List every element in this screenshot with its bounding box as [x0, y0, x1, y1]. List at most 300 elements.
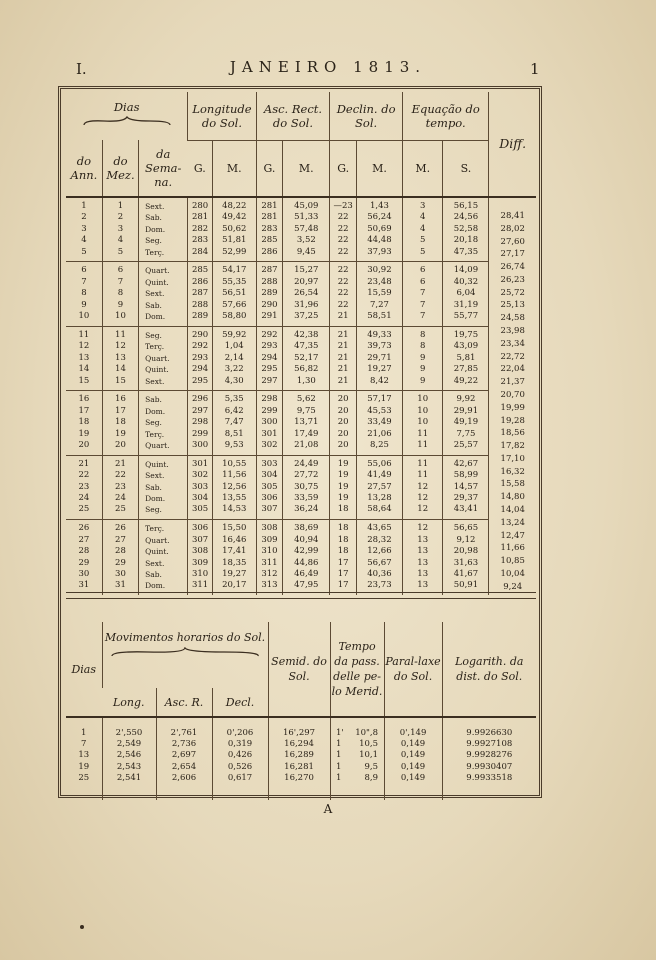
eq-m-value: 5 [419, 235, 426, 246]
long-g-value: 309 [191, 557, 209, 568]
asc-m-value: 40,94 [294, 534, 319, 545]
weekday-value: Quint. [145, 459, 169, 469]
paral-value: 0',149 [399, 728, 427, 738]
decl-g-cell [330, 455, 357, 519]
do-mez-value: 21 [115, 458, 126, 469]
asc-m-value: 57,48 [294, 223, 319, 234]
decl-g-cell [330, 520, 357, 596]
asc-m-value: 24,49 [294, 458, 319, 469]
decl-value: 0,319 [227, 739, 253, 750]
eq-s-value: 49,22 [453, 375, 479, 386]
ephemeris-body [66, 197, 536, 595]
decl-g-value: 22 [337, 235, 349, 246]
unit-decl-m: M. [356, 140, 402, 197]
do-ann-cell [66, 455, 102, 519]
long-m-value: 11,56 [222, 470, 247, 481]
weekday-cell [139, 326, 188, 390]
eq-m-value: 7 [419, 311, 426, 322]
decl-g-value: 21 [337, 341, 349, 352]
diff-value: 19,99 [500, 402, 525, 413]
decl-g-value: 19 [337, 470, 349, 481]
decl-g-value: 20 [337, 428, 349, 439]
long-g-value: 281 [191, 212, 209, 223]
longitude-head: Longitude do Sol. [188, 92, 256, 140]
diff-head: Diff. [489, 92, 536, 197]
long-m-cell [212, 455, 256, 519]
diff-value: 9,24 [503, 581, 523, 592]
decl-m-cell [356, 455, 402, 519]
long-m-cell [212, 262, 256, 326]
eq-s-value: 31,19 [453, 299, 479, 310]
eq-s-value: 20,18 [453, 235, 479, 246]
do-ann-value: 27 [78, 534, 90, 545]
do-mez-cell [102, 262, 138, 326]
eq-m-value: 9 [419, 375, 426, 386]
day-group [66, 197, 536, 262]
eq-s-value: 52,58 [453, 223, 479, 234]
eq-m-value: 13 [417, 534, 429, 545]
eq-m-cell [402, 197, 443, 262]
asc-m-value: 56,82 [294, 364, 319, 375]
eq-s-cell [443, 197, 489, 262]
do-ann-value: 3 [81, 223, 87, 234]
decl-m-value: 49,33 [367, 329, 392, 340]
do-ann-value: 15 [78, 375, 90, 386]
decl-m-value: 45,53 [367, 405, 392, 416]
asc-m-value: 47,95 [294, 580, 319, 591]
asc-m-value: 42,99 [294, 546, 319, 557]
do-ann-value: 26 [78, 523, 90, 534]
dias-head [66, 92, 188, 140]
logarith-head: Logarith. da dist. do Sol. [442, 622, 536, 717]
asc-g-value: 311 [261, 557, 278, 568]
do-mez-cell [102, 455, 138, 519]
diff-value: 22,72 [500, 351, 525, 362]
weekday-value: Seg. [145, 505, 162, 515]
do-ann-value: 1 [81, 201, 87, 211]
decl-g-value: 22 [337, 246, 349, 257]
decl-g-value: 21 [337, 375, 349, 386]
do-ann-value: 28 [78, 546, 90, 557]
long-m-value: 54,17 [222, 265, 247, 276]
asc-m-value: 20,97 [294, 276, 319, 287]
eq-m-value: 9 [419, 364, 426, 375]
eq-s-value: 20,98 [453, 546, 479, 557]
diff-value: 22,04 [500, 364, 525, 375]
weekday-value: Seg. [145, 418, 162, 428]
do-mez-head: do Mez. [102, 140, 138, 197]
eq-s-value: 7,75 [456, 428, 476, 439]
long-g-value: 308 [191, 546, 209, 557]
eq-m-value: 9 [419, 352, 426, 363]
do-mez-cell [102, 520, 138, 596]
weekday-value: Dom. [145, 406, 166, 416]
decl-m-value: 44,48 [367, 235, 392, 246]
decl-m-value: 37,93 [367, 246, 392, 257]
asc-m-cell [283, 391, 330, 455]
decl-g-value: 17 [337, 557, 349, 568]
unit-asc-m: M. [283, 140, 330, 197]
weekday-value: Sext. [145, 471, 165, 481]
asc-m-value: 9,45 [296, 246, 316, 257]
long-m-value: 9,53 [224, 440, 244, 450]
eq-s-value: 41,67 [453, 568, 479, 579]
lower-asc-col [156, 717, 212, 800]
weekday-value: Quint. [145, 277, 169, 287]
long-m-value: 13,55 [222, 493, 247, 504]
paral-value: 0,149 [400, 750, 426, 761]
logarith-value: 9.9926630 [466, 728, 513, 738]
eq-m-value: 10 [417, 417, 429, 428]
do-mez-value: 6 [117, 265, 124, 276]
asc-m-value: 3,52 [296, 235, 316, 246]
do-mez-value: 12 [115, 341, 126, 352]
long-g-value: 301 [191, 458, 209, 469]
tempo-sec: 10,1 [359, 750, 379, 761]
weekday-value: Sext. [145, 376, 165, 386]
eq-s-value: 43,41 [453, 504, 479, 515]
weekday-value: Sext. [145, 289, 165, 299]
asc-m-value: 37,25 [294, 311, 319, 322]
weekday-value: Quart. [145, 535, 170, 545]
decl-g-value: 18 [337, 546, 349, 557]
long-g-value: 285 [191, 265, 209, 276]
decl-g-cell [330, 326, 357, 390]
weekday-value: Quart. [145, 353, 170, 363]
do-ann-value: 17 [78, 405, 90, 416]
do-ann-value: 14 [78, 364, 90, 375]
weekday-value: Sab. [145, 300, 162, 310]
asc-g-value: 281 [261, 212, 278, 223]
asc-head: Asc. Rect. do Sol. [256, 92, 330, 140]
decl-m-value: 55,06 [367, 458, 392, 469]
long-g-value: 288 [191, 299, 209, 310]
paral-value: 0,149 [400, 772, 426, 783]
do-ann-cell [66, 326, 102, 390]
page-number: 1 [530, 60, 540, 78]
do-ann-value: 10 [78, 311, 90, 322]
weekday-cell [139, 391, 188, 455]
do-ann-value: 4 [81, 235, 87, 246]
asc-g-value: 281 [261, 201, 278, 211]
eq-s-value: 31,63 [453, 557, 479, 568]
asc-g-value: 305 [261, 481, 278, 492]
decl-m-value: 43,65 [367, 523, 392, 534]
long-m-value: 49,42 [222, 212, 247, 223]
eq-s-value: 14,09 [453, 265, 479, 276]
long-m-value: 8,51 [224, 428, 244, 439]
weekday-value: Seg. [145, 330, 162, 340]
decl-g-value: 20 [337, 405, 349, 416]
paper-blemish [80, 925, 84, 929]
eq-s-cell [443, 391, 489, 455]
asc-g-value: 308 [261, 523, 278, 534]
tempo-value [331, 739, 384, 750]
do-ann-value: 31 [78, 580, 90, 591]
eq-m-value: 12 [417, 523, 429, 534]
tempo-value [331, 728, 384, 739]
long-m-value: 51,81 [222, 235, 247, 246]
diff-value: 18,56 [500, 428, 525, 439]
long-g-value: 305 [191, 504, 209, 515]
eq-s-cell [443, 455, 489, 519]
header-title: JANEIRO 1813. [229, 58, 427, 76]
asc-g-value: 304 [261, 470, 278, 481]
decl-g-value: 22 [337, 223, 349, 234]
do-ann-value: 25 [78, 504, 90, 515]
long-g-cell [188, 391, 213, 455]
decl-m-cell [356, 391, 402, 455]
eq-m-value: 8 [419, 329, 426, 340]
long-value: 2,541 [116, 772, 142, 783]
decl-m-value: 56,24 [367, 212, 392, 223]
eq-m-cell [402, 262, 443, 326]
long-m-value: 3,22 [224, 364, 244, 375]
diff-column [489, 197, 536, 595]
diff-value: 28,02 [500, 223, 525, 234]
tempo-sec: 8,9 [364, 772, 379, 783]
asc-r-head: Asc. R. [156, 688, 212, 717]
asc-g-value: 291 [261, 311, 278, 322]
decl-g-cell [330, 391, 357, 455]
decl-m-value: 21,06 [367, 428, 392, 439]
asc-g-cell [256, 197, 283, 262]
long-m-value: 52,99 [222, 246, 247, 257]
long-m-value: 20,17 [222, 580, 247, 591]
eq-s-value: 42,67 [453, 458, 479, 469]
asc-g-value: 309 [261, 534, 278, 545]
long-m-value: 2,14 [224, 352, 244, 363]
eq-m-value: 8 [419, 341, 426, 352]
movimentos-head [102, 622, 268, 688]
asc-m-value: 1,30 [296, 375, 316, 386]
asc-g-value: 287 [261, 265, 278, 276]
diff-value: 25,13 [500, 300, 525, 311]
eq-m-value: 6 [419, 265, 426, 276]
eq-m-value: 13 [417, 557, 429, 568]
decl-m-cell [356, 262, 402, 326]
long-m-value: 55,35 [222, 276, 247, 287]
unit-decl-g: G. [330, 140, 357, 197]
diff-value: 17,82 [500, 441, 525, 452]
tempo-min: 1 [336, 761, 342, 772]
decl-m-value: 19,27 [367, 364, 392, 375]
asc-m-value: 13,71 [294, 417, 319, 428]
diff-value: 26,23 [500, 274, 525, 285]
long-g-value: 293 [191, 352, 209, 363]
do-ann-value: 30 [78, 568, 90, 579]
decl-g-value: 22 [337, 212, 349, 223]
weekday-value: Dom. [145, 581, 166, 591]
eq-s-value: 49,19 [453, 417, 479, 428]
dias-value: 19 [78, 761, 90, 772]
asc-g-value: 312 [261, 568, 278, 579]
decl-g-cell [330, 197, 357, 262]
diff-value: 25,72 [500, 287, 525, 298]
semid-value: 16,270 [284, 772, 314, 783]
eq-m-value: 11 [417, 440, 429, 450]
eq-m-value: 11 [417, 458, 429, 469]
diff-value: 13,24 [500, 517, 525, 528]
asc-m-value: 31,96 [294, 299, 319, 310]
long-m-value: 17,41 [222, 546, 247, 557]
logarith-value: 9.9930407 [466, 761, 513, 772]
do-mez-value: 24 [115, 493, 126, 504]
asc-g-cell [256, 262, 283, 326]
decl-g-value: 18 [337, 523, 349, 534]
long-m-cell [212, 520, 256, 596]
weekday-value: Terç. [145, 524, 165, 534]
decl-g-value: —23 [333, 201, 353, 211]
asc-g-value: 283 [261, 223, 278, 234]
long-m-value: 58,80 [222, 311, 247, 322]
dias-value: 1 [81, 728, 87, 738]
asc-g-value: 310 [261, 546, 278, 557]
diff-value: 10,04 [500, 568, 525, 579]
weekday-value: Sext. [145, 202, 165, 211]
decl-m-value: 58,64 [367, 504, 392, 515]
asc-g-value: 298 [261, 394, 278, 405]
weekday-value: Quint. [145, 547, 169, 557]
dias-value: 13 [78, 750, 90, 761]
do-mez-value: 2 [117, 212, 124, 223]
weekday-cell [139, 197, 188, 262]
eq-m-value: 5 [419, 246, 426, 257]
asc-m-cell [283, 197, 330, 262]
semid-value: 16,289 [284, 750, 314, 761]
decl-m-value: 56,67 [367, 557, 392, 568]
asc-m-value: 46,49 [294, 568, 319, 579]
decl-g-value: 19 [337, 458, 349, 469]
diff-value: 14,80 [500, 492, 525, 503]
do-mez-cell [102, 391, 138, 455]
decl-value: 0,526 [227, 761, 253, 772]
long-m-value: 10,55 [222, 458, 247, 469]
semid-value: 16,294 [284, 739, 314, 750]
do-ann-value: 2 [81, 212, 87, 223]
asc-m-value: 47,35 [294, 341, 319, 352]
long-m-value: 4,30 [224, 375, 244, 386]
asc-m-value: 26,54 [294, 288, 319, 299]
asc-m-value: 27,72 [294, 470, 319, 481]
eq-m-value: 7 [419, 288, 426, 299]
asc-value: 2',761 [170, 728, 198, 738]
do-mez-value: 18 [115, 417, 126, 428]
decl-m-value: 39,73 [367, 341, 392, 352]
decl-m-value: 57,17 [367, 394, 392, 405]
decl-g-value: 22 [337, 288, 349, 299]
tempo-head: Tempo da pass. delle pe-lo Merid. [330, 622, 384, 717]
long-g-value: 294 [191, 364, 209, 375]
asc-m-value: 45,09 [294, 201, 319, 211]
long-g-value: 287 [191, 288, 209, 299]
decl-m-cell [356, 197, 402, 262]
asc-g-value: 285 [261, 235, 278, 246]
brace-icon [82, 116, 172, 126]
eq-m-cell [402, 391, 443, 455]
day-group [66, 326, 536, 390]
do-mez-value: 8 [117, 288, 124, 299]
long-g-value: 286 [191, 276, 209, 287]
eq-s-value: 27,85 [453, 364, 479, 375]
diff-value: 12,47 [500, 530, 525, 541]
eq-m-cell [402, 326, 443, 390]
lower-logarith-col [442, 717, 536, 800]
do-ann-cell [66, 391, 102, 455]
weekday-cell [139, 455, 188, 519]
asc-g-value: 302 [261, 440, 278, 450]
long-g-value: 283 [191, 235, 209, 246]
long-m-cell [212, 326, 256, 390]
long-m-value: 14,53 [222, 504, 247, 515]
asc-g-value: 301 [261, 428, 278, 439]
diff-value: 21,37 [500, 377, 525, 388]
do-mez-value: 20 [115, 440, 126, 450]
weekday-value: Quart. [145, 441, 170, 450]
eq-s-value: 24,56 [453, 212, 479, 223]
asc-value: 2,606 [171, 772, 197, 783]
lower-dias-head: Dias [71, 662, 97, 676]
long-m-value: 48,22 [222, 201, 247, 211]
diff-value: 27,17 [500, 249, 525, 260]
do-ann-value: 7 [81, 276, 87, 287]
do-ann-value: 16 [78, 394, 90, 405]
long-g-value: 295 [191, 375, 209, 386]
do-mez-value: 16 [115, 394, 126, 405]
diff-value: 27,60 [500, 236, 525, 247]
decl-g-value: 21 [337, 352, 349, 363]
logarith-value: 9.9928276 [466, 750, 513, 761]
long-g-value: 304 [191, 493, 209, 504]
day-group [66, 262, 536, 326]
decl-m-value: 12,66 [367, 546, 392, 557]
long-m-value: 12,56 [222, 481, 247, 492]
decl-g-value: 17 [337, 568, 349, 579]
decl-g-value: 20 [337, 440, 349, 450]
tempo-sec: 9,5 [364, 761, 379, 772]
do-ann-value: 5 [81, 246, 87, 257]
asc-g-value: 313 [261, 580, 278, 591]
weekday-value: Quint. [145, 365, 169, 375]
asc-g-value: 290 [261, 299, 278, 310]
do-ann-value: 18 [78, 417, 90, 428]
do-ann-value: 24 [78, 493, 90, 504]
eq-m-value: 10 [417, 394, 429, 405]
do-ann-value: 11 [78, 329, 90, 340]
asc-g-value: 288 [261, 276, 278, 287]
tempo-min: 1 [336, 772, 342, 783]
asc-m-cell [283, 326, 330, 390]
asc-g-value: 299 [261, 405, 278, 416]
brace-icon [110, 647, 260, 657]
asc-m-cell [283, 455, 330, 519]
weekday-value: Sab. [145, 213, 162, 223]
diff-value: 20,70 [500, 389, 525, 400]
eq-s-value: 50,91 [453, 580, 479, 591]
paral-head: Paral-laxe do Sol. [384, 622, 442, 717]
do-mez-value: 30 [115, 568, 126, 579]
decl-m-value: 27,57 [367, 481, 392, 492]
asc-m-value: 21,08 [294, 440, 319, 450]
long-g-value: 299 [191, 428, 209, 439]
long-g-value: 282 [191, 223, 209, 234]
hourly-motion-table [66, 622, 536, 800]
decl-m-value: 28,32 [367, 534, 392, 545]
asc-g-value: 289 [261, 288, 278, 299]
lower-semid-col [268, 717, 330, 800]
long-g-cell [188, 455, 213, 519]
do-mez-value: 14 [115, 364, 126, 375]
